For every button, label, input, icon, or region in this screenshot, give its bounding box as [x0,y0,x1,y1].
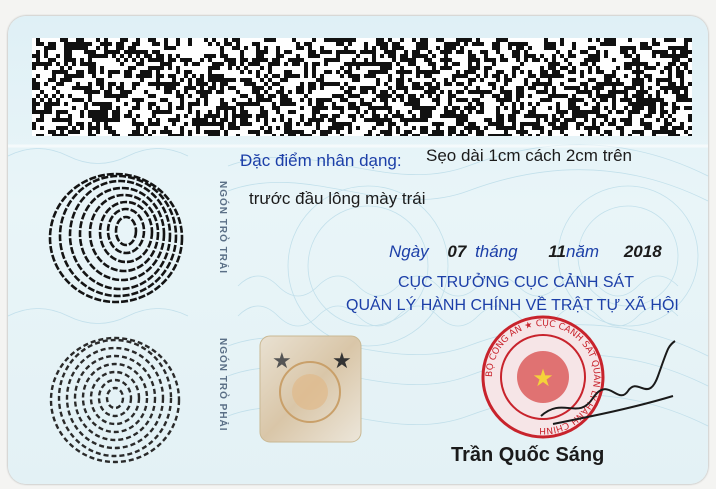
issue-date [389,242,662,262]
svg-text:★: ★ [272,349,292,374]
barcode [32,38,692,136]
svg-text:★: ★ [332,349,352,374]
issue-day: 07 [447,242,467,261]
right-index-fingerprint [30,318,200,468]
issue-month: 11 [548,242,567,261]
left-fingerprint-label: NGÓN TRỎ TRÁI [217,181,228,274]
identification-label: Đặc điểm nhân dạng: [240,151,402,170]
identification-line-1: Sẹo dài 1cm cách 2cm trên [426,146,632,165]
authority-line-2: QUẢN LÝ HÀNH CHÍNH VỀ TRẬT TỰ XÃ HỘI [346,297,679,314]
right-fingerprint-label: NGÓN TRỎ PHẢI [217,338,228,432]
security-hologram [258,334,363,444]
signature [533,336,683,436]
issue-day-label: Ngày [389,242,429,261]
left-index-fingerprint [26,156,196,306]
issue-month-label: tháng [475,242,518,261]
issue-year: 2018 [623,242,662,261]
seal-text: BỘ CÔNG AN ★ CỤC CẢNH SÁT QUẢN LÝ HÀNH CHÍNH [484,318,602,436]
id-card-back [8,16,708,484]
svg-text:★: ★ [532,364,554,392]
signer-name: Trần Quốc Sáng [451,444,605,466]
identification-line-2: trước đầu lông mày trái [249,189,426,208]
issue-year-label: năm [566,242,600,261]
authority-line-1: CỤC TRƯỞNG CỤC CẢNH SÁT [398,274,634,291]
